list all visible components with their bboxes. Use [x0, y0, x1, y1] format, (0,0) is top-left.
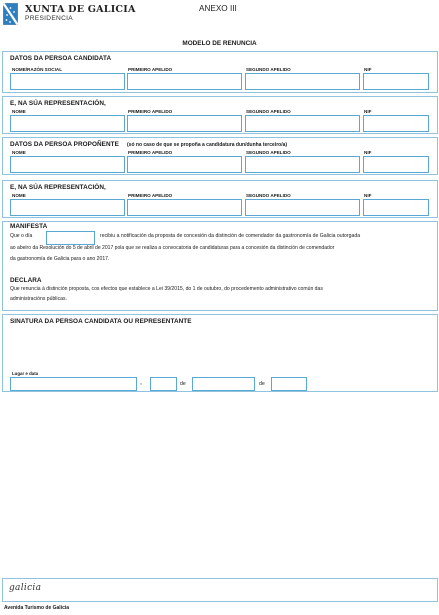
segundo-apelido-field[interactable] — [245, 73, 360, 90]
label-primeiro-apelido: PRIMEIRO APELIDO — [128, 193, 173, 198]
label-nif: NIF — [364, 193, 372, 198]
section-title: E, NA SÚA REPRESENTACIÓN, — [10, 184, 106, 191]
label-nome-razon: NOME/RAZÓN SOCIAL — [12, 67, 63, 72]
primeiro-apelido-field[interactable] — [127, 156, 242, 173]
segundo-apelido-field[interactable] — [245, 199, 360, 216]
comma-separator: , — [140, 379, 142, 386]
day-field[interactable] — [150, 377, 177, 391]
section-candidate — [2, 51, 438, 93]
section-proposer — [2, 137, 438, 175]
label-primeiro-apelido: PRIMEIRO APELIDO — [128, 109, 173, 114]
section-signature — [2, 314, 438, 392]
section-note: (só no caso de que se propoña a candidatura dun/dunha terceiro/a) — [127, 142, 288, 148]
nif-field[interactable] — [363, 199, 429, 216]
org-name: XUNTA DE GALICIA — [25, 4, 136, 15]
nome-field[interactable] — [10, 199, 125, 216]
label-segundo-apelido: SEGUNDO APELIDO — [246, 67, 291, 72]
section-proposer-representative — [2, 180, 438, 218]
label-nif: NIF — [364, 109, 372, 114]
declara-line2: administracións públicas. — [10, 296, 67, 302]
primeiro-apelido-field[interactable] — [127, 199, 242, 216]
manifesta-line3: da gastronomía de Galicia para o ano 2017. — [10, 256, 110, 262]
manifesta-line1: recibiu a notificación da proposta de concesión da distinción de comendador da gastronomía de Galicia outorgada — [100, 233, 361, 239]
label-nif: NIF — [364, 150, 372, 155]
label-segundo-apelido: SEGUNDO APELIDO — [246, 193, 291, 198]
place-date-label: Lugar e data — [12, 371, 39, 376]
declara-title: DECLARA — [10, 277, 42, 284]
nome-field[interactable] — [10, 156, 125, 173]
department: PRESIDENCIA — [25, 15, 74, 22]
segundo-apelido-field[interactable] — [245, 156, 360, 173]
form-title: MODELO DE RENUNCIA — [182, 40, 257, 47]
nif-field[interactable] — [363, 156, 429, 173]
month-field[interactable] — [192, 377, 255, 391]
label-primeiro-apelido: PRIMEIRO APELIDO — [128, 150, 173, 155]
label-segundo-apelido: SEGUNDO APELIDO — [246, 109, 291, 114]
label-nome: NOME — [12, 193, 26, 198]
footer-box — [2, 578, 438, 602]
nif-field[interactable] — [363, 115, 429, 132]
section-title: DATOS DA PERSOA CANDIDATA — [10, 55, 112, 62]
nif-field[interactable] — [363, 73, 429, 90]
xunta-logo-icon — [3, 3, 18, 25]
label-nif: NIF — [364, 67, 372, 72]
manifesta-title: MANIFESTA — [10, 223, 48, 230]
section-manifesta-declara — [2, 221, 438, 311]
footer-address: Avenida Turismo de Galicia — [4, 605, 70, 611]
manifesta-line2: ao abeiro da Resolución do 5 de abril de 2017 pola que se realiza a convocatoria de candidaturas para a concesión da distinción de comendador — [10, 245, 335, 251]
notification-date-field[interactable] — [46, 231, 95, 245]
signature-title: SINATURA DA PERSOA CANDIDATA OU REPRESENTANTE — [10, 318, 192, 325]
segundo-apelido-field[interactable] — [245, 115, 360, 132]
place-field[interactable] — [10, 377, 137, 391]
nome-field[interactable] — [10, 115, 125, 132]
annex-label: ANEXO III — [199, 4, 237, 13]
label-nome: NOME — [12, 150, 26, 155]
year-field[interactable] — [271, 377, 307, 391]
primeiro-apelido-field[interactable] — [127, 73, 242, 90]
nome-razon-field[interactable] — [10, 73, 125, 90]
section-title: DATOS DA PERSOA PROPOÑENTE — [10, 141, 119, 148]
section-candidate-representative — [2, 96, 438, 134]
label-segundo-apelido: SEGUNDO APELIDO — [246, 150, 291, 155]
de-separator-2: de — [259, 381, 265, 387]
section-title: E, NA SÚA REPRESENTACIÓN, — [10, 100, 106, 107]
header — [0, 0, 439, 34]
de-separator-1: de — [180, 381, 186, 387]
galicia-logo: galicia — [9, 583, 42, 593]
label-nome: NOME — [12, 109, 26, 114]
primeiro-apelido-field[interactable] — [127, 115, 242, 132]
declara-line1: Que renuncia á distinción proposta, cos efectos que establece a Lei 39/2015, do 1 de outubro, do procedemento administrativo común das — [10, 286, 323, 292]
label-primeiro-apelido: PRIMEIRO APELIDO — [128, 67, 173, 72]
manifesta-prefix: Que o día — [10, 233, 33, 239]
